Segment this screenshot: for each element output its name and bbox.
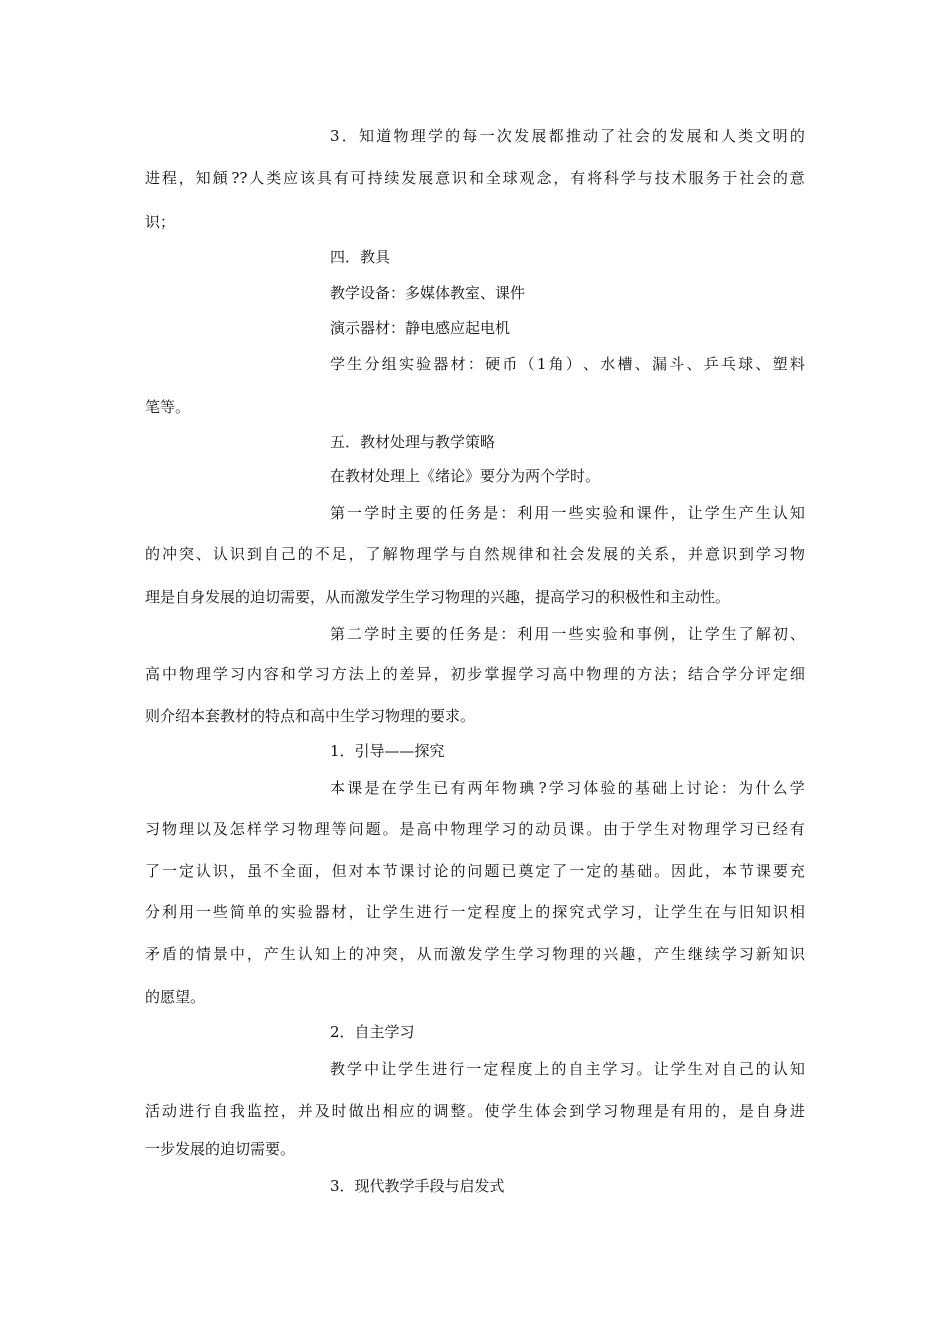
text-line: 教学设备：多媒体教室、课件	[330, 284, 526, 302]
text-line: 理是自身发展的迫切需要，从而激发学生学习物理的兴趣，提高学习的积极性和主动性。	[145, 588, 731, 606]
text-line: 一步发展的迫切需要。	[145, 1140, 296, 1158]
text-line: 活 动 进 行 自 我 监 控 ， 并 及 时 做 出 相 应 的 调 整 。 使 学 生 体 会 到 学 习 物 理 是 有 用 的 ， 是 自 身 进	[145, 1102, 805, 1120]
text-line: 的 冲 突 、 认 识 到 自 己 的 不 足 ， 了 解 物 理 学 与 自 然 规 律 和 社 会 发 展 的 关 系 ， 并 意 识 到 学 习 物	[145, 545, 805, 563]
text-line: 本 课 是 在 学 生 已 有 两 年 物 琠 ? 学 习 体 验 的 基 础 上 讨 论 ： 为 什 么 学	[330, 779, 805, 797]
text-line: 进 程 ， 知 頠 ?? 人 类 应 该 具 有 可 持 续 发 展 意 识 和 全 球 观 念 ， 有 将 科 学 与 技 术 服 务 于 社 会 的 意	[145, 169, 805, 187]
text-line: 矛 盾 的 情 景 中 ， 产 生 认 知 上 的 冲 突 ， 从 而 激 发 学 生 学 习 物 理 的 兴 趣 ， 产 生 继 续 学 习 新 知 识	[145, 945, 805, 963]
text-line: 第 一 学 时 主 要 的 任 务 是 ： 利 用 一 些 实 验 和 课 件 ， 让 学 生 产 生 认 知	[330, 504, 805, 522]
text-line: 3 ． 知 道 物 理 学 的 每 一 次 发 展 都 推 动 了 社 会 的 发 展 和 人 类 文 明 的	[330, 127, 805, 145]
subsection-heading: 3．现代教学手段与启发式	[330, 1177, 505, 1195]
text-line: 习 物 理 以 及 怎 样 学 习 物 理 等 问 题 。 是 高 中 物 理 学 习 的 动 员 课 。 由 于 学 生 对 物 理 学 习 已 经 有	[145, 820, 805, 838]
text-line: 了 一 定 认 识 ， 虽 不 全 面 ， 但 对 本 节 课 讨 论 的 问 题 已 奠 定 了 一 定 的 基 础 。 因 此 ， 本 节 课 要 充	[145, 862, 805, 880]
text-line: 识；	[145, 213, 176, 231]
text-line: 则介绍本套教材的特点和高中生学习物理的要求。	[145, 707, 476, 725]
text-line: 在教材处理上《绪论》要分为两个学时。	[330, 467, 601, 485]
text-line: 分 利 用 一 些 简 单 的 实 验 器 材 ， 让 学 生 进 行 一 定 程 度 上 的 探 究 式 学 习 ， 让 学 生 在 与 旧 知 识 相	[145, 903, 805, 921]
section-heading: 五．教材处理与教学策略	[330, 433, 496, 451]
text-line: 第 二 学 时 主 要 的 任 务 是 ： 利 用 一 些 实 验 和 事 例 ， 让 学 生 了 解 初 、	[330, 625, 805, 643]
text-line: 的愿望。	[145, 988, 206, 1006]
text-line: 学 生 分 组 实 验 器 材 ： 硬 币 （ 1 角 ） 、 水 槽 、 漏 斗 、 乒 乓 球 、 塑 料	[330, 355, 805, 373]
text-line: 教 学 中 让 学 生 进 行 一 定 程 度 上 的 自 主 学 习 。 让 学 生 对 自 己 的 认 知	[330, 1060, 805, 1078]
subsection-heading: 2．自主学习	[330, 1023, 415, 1041]
text-line: 演示器材：静电感应起电机	[330, 319, 511, 337]
section-heading: 四．教具	[330, 248, 391, 266]
text-line: 笔等。	[145, 398, 191, 416]
subsection-heading: 1．引导——探究	[330, 742, 445, 760]
text-line: 高 中 物 理 学 习 内 容 和 学 习 方 法 上 的 差 异 ， 初 步 掌 握 学 习 高 中 物 理 的 方 法 ； 结 合 学 分 评 定 细	[145, 665, 805, 683]
